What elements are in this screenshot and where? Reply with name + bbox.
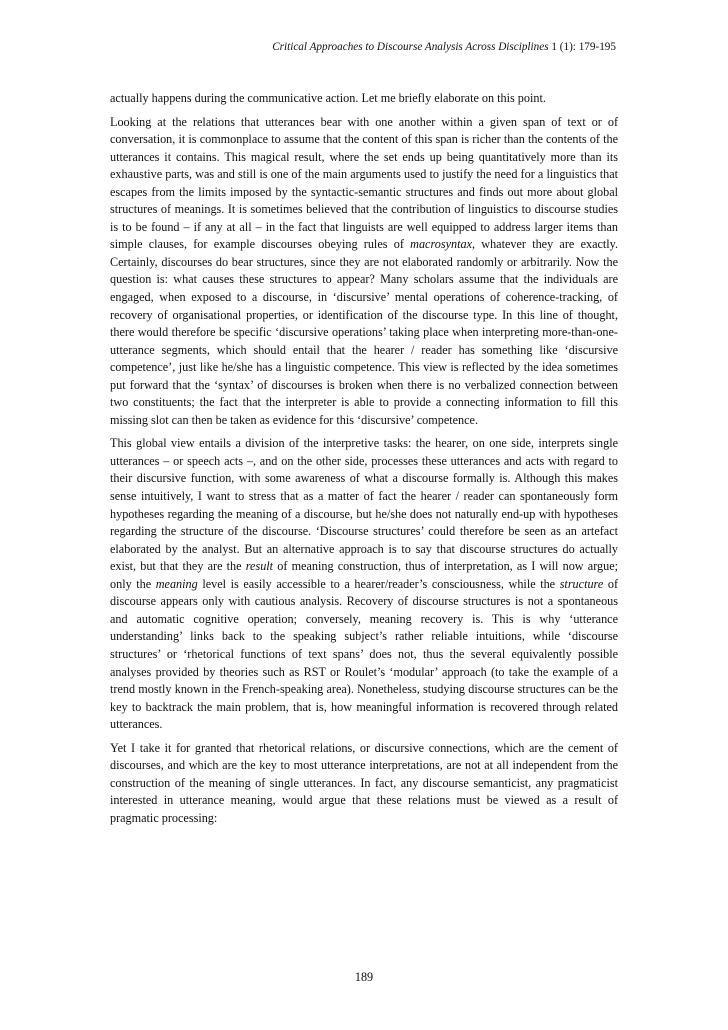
emphasis-structure: structure [559,576,604,591]
body-text [110,90,618,833]
paragraph-1: actually happens during the communicative action. Let me briefly elaborate on this point. [110,91,546,105]
paragraph-3: This global view entails a division of the interpretive tasks: the hearer, on one side, interprets single utterances – or speech acts –, and on the other side, processes these utterances and acts with regard to their discursive function, with some awareness of what a discourse formally is. Although this makes sense intuitively, I want to stress that as a matter of fact the hearer / reader can spontaneously form hypotheses regarding the meaning of a discourse, but he/she does not naturally end-up with hypotheses regarding the structure of the discourse. ‘Discourse structures’ could therefore be seen as an artefact elaborated by the analyst. But an alternative approach is to say that discourse structures do actually exist, but that they are the result of meaning construction, thus of interpretation, as I will now argue; only the meaning level is easily accessible to a hearer/reader’s consciousness, while the structure of discourse appears only with cautious analysis. Recovery of discourse structures is not a spontaneous and automatic cognitive operation; conversely, meaning recovery is. This is why ‘utterance understanding’ links back to the speaking subject’s rather reliable intuitions, while ‘discourse structures’ or ‘rhetorical functions of text spans’ does not, thus the several equivalently possible analyses provided by theories such as RST or Roulet’s ‘modular’ approach (to take the example of a trend mostly known in the French-speaking area). Nonetheless, studying discourse structures can be the key to backtrack the main problem, that is, how meaningful information is recovered through related utterances. [110,436,619,732]
emphasis-macrosyntax: macrosyntax [410,237,472,252]
running-header [108,40,616,54]
issue-pages: 1 (1): 179-195 [551,41,616,53]
paragraph-4: Yet I take it for granted that rhetorical relations, or discursive connections, which are the cement of discourses, and which are the key to most utterance interpretations, are not at all independent from the construction of the meaning of single utterances. In fact, any discourse semanticist, any pragmaticist interested in utterance meaning, would argue that these relations must be viewed as a result of pragmatic processing: [110,740,618,825]
emphasis-result: result [245,559,274,574]
emphasis-meaning: meaning [155,576,198,591]
journal-title: Critical Approaches to Discourse Analysis Across Disciplines [272,41,549,53]
paragraph-2: Looking at the relations that utterances bear with one another within a given span of text or of conversation, it is commonplace to assume that the content of this span is richer than the contents of the utterances it contains. This magical result, where the set ends up being quantitatively more than its exhaustive parts, was and still is one of the main arguments used to justify the need for a linguistics that escapes from the limits imposed by the syntactic-semantic structures and finds out more about global structures of meanings. It is sometimes believed that the contribution of linguistics to discourse studies is to be found – if any at all – in the fact that linguists are well equipped to address larger items than simple clauses, for example discourses obeying rules of macrosyntax, whatever they are exactly. Certainly, discourses do bear structures, since they are not elaborated randomly or arbitrarily. Now the question is: what causes these structures to appear? Many scholars assume that the individuals are engaged, when exposed to a discourse, in ‘discursive’ mental operations of coherence-tracking, of recovery of organisational properties, or identification of the discourse type. In this line of thought, there would therefore be specific ‘discursive operations’ taking place when interpreting more-than-one-utterance segments, which should entail that the hearer / reader has something like ‘discursive competence’, just like he/she has a linguistic competence. This view is reflected by the idea sometimes put forward that the ‘syntax’ of discourses is broken when there is no verbalized connection between two constituents; the fact that the interpreter is able to provide a connecting information to fill this missing slot can then be taken as evidence for this ‘discursive’ competence. [110,114,619,427]
page-number: 189 [354,970,374,984]
